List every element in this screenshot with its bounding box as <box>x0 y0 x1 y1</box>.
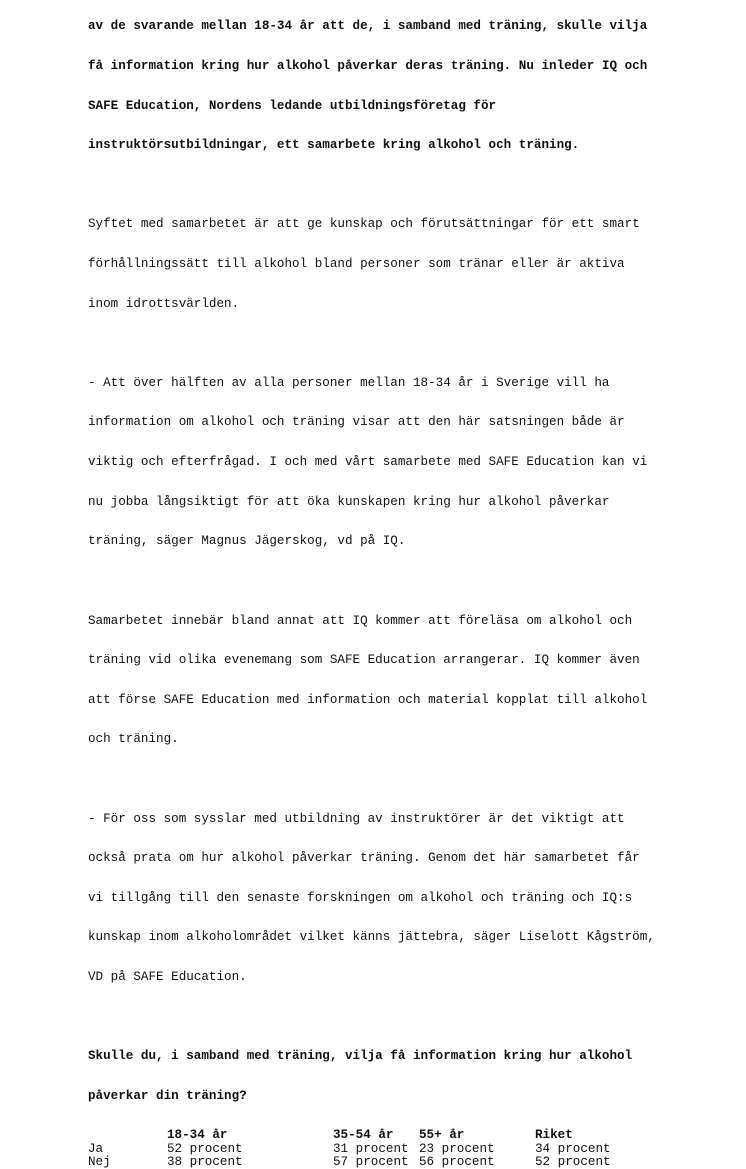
table-header-cell: 55+ år <box>419 1128 465 1143</box>
table-cell: 52 procent <box>167 1141 243 1156</box>
survey-question <box>88 1024 738 1130</box>
text-line: träning, säger Magnus Jägerskog, vd på IQ. <box>88 534 406 549</box>
paragraph-quote-iq <box>88 350 738 574</box>
table-header-cell <box>88 1129 167 1142</box>
table-cell: 23 procent <box>419 1141 495 1156</box>
text-line: få information kring hur alkohol påverkar deras träning. Nu inleder IQ och <box>88 59 648 74</box>
text-line: att förse SAFE Education med information och material kopplat till alkohol <box>88 692 648 707</box>
text-line: - För oss som sysslar med utbildning av instruktörer är det viktigt att <box>88 811 625 826</box>
table-cell: 34 procent <box>535 1141 611 1156</box>
document-page <box>88 0 738 1169</box>
table-row <box>88 1156 738 1169</box>
text-line: av de svarande mellan 18-34 år att de, i samband med träning, skulle vilja <box>88 19 648 34</box>
paragraph-quote-safe <box>88 786 738 1010</box>
text-line: Skulle du, i samband med träning, vilja få information kring hur alkohol <box>88 1049 633 1064</box>
table-header-cell: Riket <box>535 1128 573 1143</box>
table-cell: 56 procent <box>419 1154 495 1169</box>
intro-paragraph <box>88 0 738 179</box>
text-line: och träning. <box>88 732 179 747</box>
table-header-cell: 35-54 år <box>333 1128 394 1143</box>
text-line: nu jobba långsiktigt för att öka kunskapen kring hur alkohol påverkar <box>88 494 610 509</box>
table-cell: 52 procent <box>535 1154 611 1169</box>
paragraph-purpose <box>88 192 738 337</box>
text-line: förhållningssätt till alkohol bland personer som tränar eller är aktiva <box>88 257 625 272</box>
text-line: också prata om hur alkohol påverkar träning. Genom det här samarbetet får <box>88 851 640 866</box>
text-line: vi tillgång till den senaste forskningen om alkohol och träning och IQ:s <box>88 890 633 905</box>
text-line: VD på SAFE Education. <box>88 969 247 984</box>
paragraph-collaboration <box>88 588 738 773</box>
text-line: viktig och efterfrågad. I och med vårt samarbete med SAFE Education kan vi <box>88 455 648 470</box>
table-header-row <box>88 1129 738 1142</box>
text-line: påverkar din träning? <box>88 1088 247 1103</box>
table-cell: 31 procent <box>333 1141 409 1156</box>
table-row <box>88 1143 738 1156</box>
text-line: instruktörsutbildningar, ett samarbete kring alkohol och träning. <box>88 138 580 153</box>
survey-table <box>88 1129 738 1169</box>
text-line: - Att över hälften av alla personer mellan 18-34 år i Sverige vill ha <box>88 375 610 390</box>
text-line: Syftet med samarbetet är att ge kunskap och förutsättningar för ett smart <box>88 217 640 232</box>
table-cell: 57 procent <box>333 1154 409 1169</box>
table-cell: Ja <box>88 1141 104 1156</box>
table-header-cell: 18-34 år <box>167 1128 228 1143</box>
text-line: inom idrottsvärlden. <box>88 296 240 311</box>
text-line: kunskap inom alkoholområdet vilket känns jättebra, säger Liselott Kågström, <box>88 930 655 945</box>
table-cell: 38 procent <box>167 1154 243 1169</box>
text-line: Samarbetet innebär bland annat att IQ kommer att föreläsa om alkohol och <box>88 613 633 628</box>
text-line: träning vid olika evenemang som SAFE Education arrangerar. IQ kommer även <box>88 653 640 668</box>
text-line: SAFE Education, Nordens ledande utbildningsföretag för <box>88 98 497 113</box>
table-cell: Nej <box>88 1154 111 1169</box>
text-line: information om alkohol och träning visar att den här satsningen både är <box>88 415 625 430</box>
